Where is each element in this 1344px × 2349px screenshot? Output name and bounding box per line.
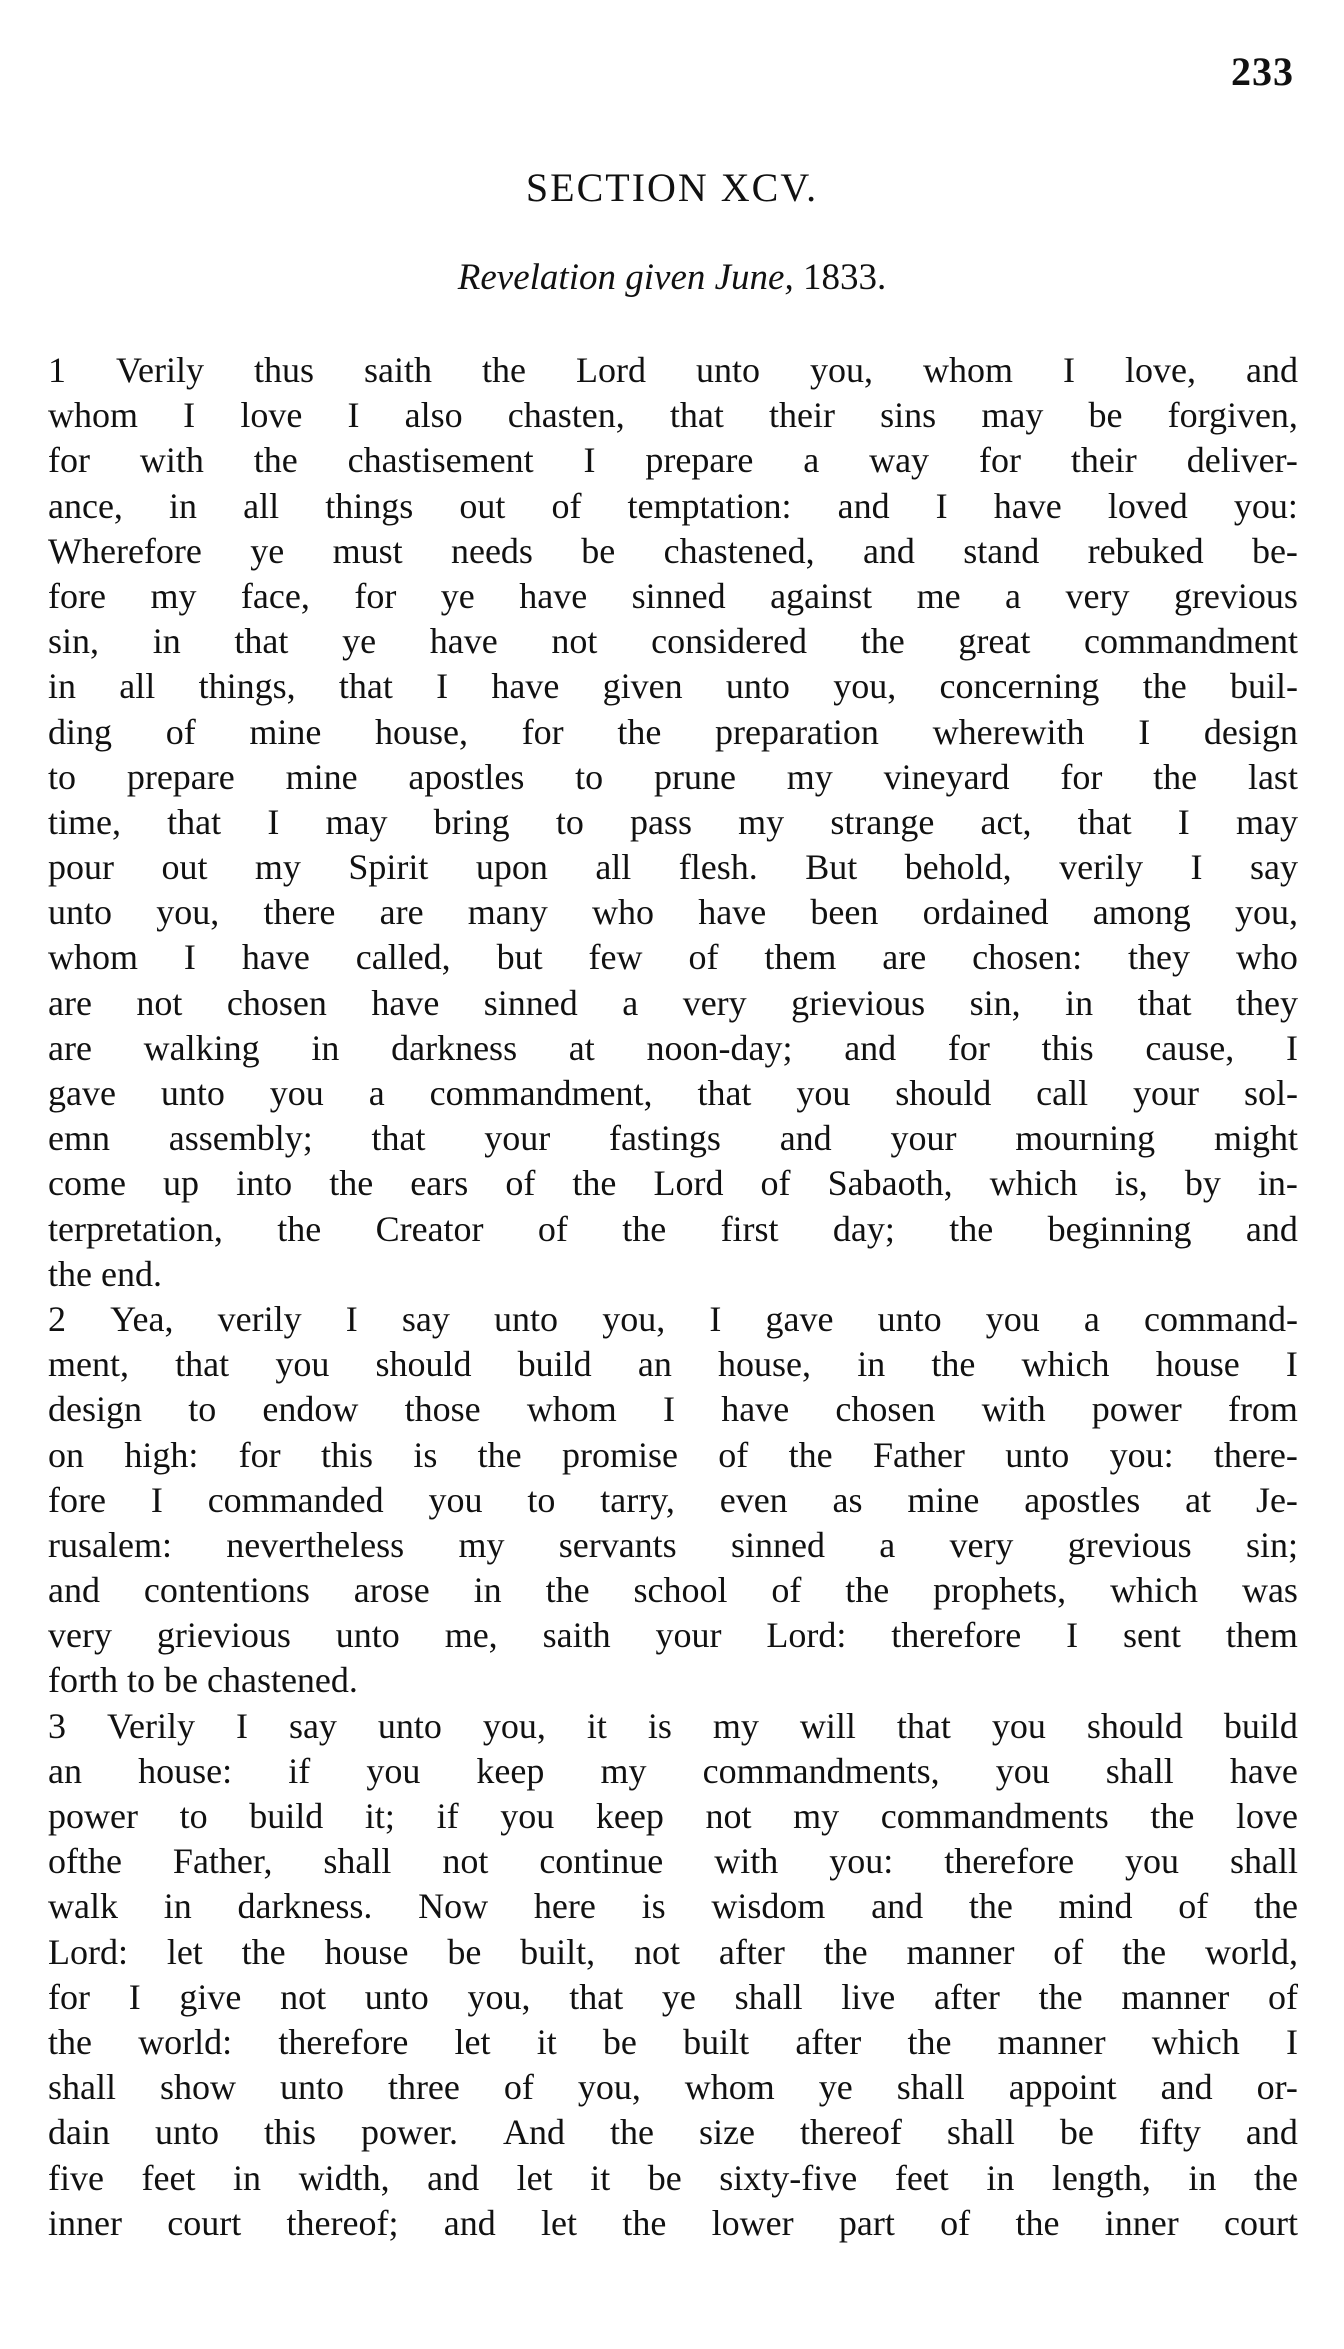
text-line: five feet in width, and let it be sixty-five feet in length, in the <box>48 2157 1298 2198</box>
text-line: for with the chastisement I prepare a way for their deliver- <box>48 440 1298 481</box>
text-line: dain unto this power. And the size thereof shall be fifty and <box>48 2112 1298 2153</box>
text-line: rusalem: nevertheless my servants sinned a very grevious sin; <box>48 1524 1298 1565</box>
text-line: are not chosen have sinned a very grievious sin, in that they <box>48 982 1298 1023</box>
text-line: and contentions arose in the school of the prophets, which was <box>48 1570 1298 1611</box>
text-line: very grievious unto me, saith your Lord: therefore I sent them <box>48 1615 1298 1656</box>
revelation-subtitle <box>0 256 1344 299</box>
text-line: time, that I may bring to pass my strange act, that I may <box>48 801 1298 842</box>
text-line: come up into the ears of the Lord of Sabaoth, which is, by in- <box>48 1163 1298 1204</box>
text-line: fore my face, for ye have sinned against me a very grevious <box>48 575 1298 616</box>
text-line: Lord: let the house be built, not after the manner of the world, <box>48 1931 1298 1972</box>
text-line: fore I commanded you to tarry, even as mine apostles at Je- <box>48 1479 1298 1520</box>
text-line: terpretation, the Creator of the first day; the beginning and <box>48 1208 1298 1249</box>
subtitle-italic: Revelation given June, <box>457 257 794 298</box>
text-line: to prepare mine apostles to prune my vineyard for the last <box>48 756 1298 797</box>
text-line: ofthe Father, shall not continue with you: therefore you shall <box>48 1841 1298 1882</box>
text-line: gave unto you a commandment, that you should call your sol- <box>48 1073 1298 1113</box>
text-line: an house: if you keep my commandments, you shall have <box>48 1750 1298 1791</box>
subtitle-year: 1833. <box>802 257 887 298</box>
text-line: 2 Yea, verily I say unto you, I gave unto you a command- <box>48 1298 1298 1339</box>
text-line: forth to be chastened. <box>48 1660 358 1701</box>
text-line: for I give not unto you, that ye shall live after the manner of <box>48 1976 1298 2017</box>
text-line: 3 Verily I say unto you, it is my will that you should build <box>48 1705 1298 1746</box>
text-line: the world: therefore let it be built after the manner which I <box>48 2021 1298 2062</box>
section-title: SECTION XCV. <box>525 165 819 210</box>
body-text <box>48 348 1298 2246</box>
text-line: ment, that you should build an house, in the which house I <box>48 1344 1298 1385</box>
text-line: ding of mine house, for the preparation wherewith I design <box>48 711 1298 752</box>
text-line: on high: for this is the promise of the Father unto you: there- <box>48 1434 1298 1475</box>
text-line: unto you, there are many who have been ordained among you, <box>48 892 1298 933</box>
text-line: walk in darkness. Now here is wisdom and the mind of the <box>48 1886 1298 1927</box>
text-line: ance, in all things out of temptation: and I have loved you: <box>48 485 1298 526</box>
text-line: shall show unto three of you, whom ye shall appoint and or- <box>48 2067 1298 2108</box>
text-line: sin, in that ye have not considered the great commandment <box>48 621 1298 662</box>
page-number: 233 <box>1231 49 1294 94</box>
text-line: in all things, that I have given unto you, concerning the buil- <box>48 666 1298 707</box>
text-line: emn assembly; that your fastings and your mourning might <box>48 1118 1298 1159</box>
text-line: Wherefore ye must needs be chastened, and stand rebuked be- <box>48 530 1298 571</box>
text-line: are walking in darkness at noon-day; and for this cause, I <box>48 1027 1298 1068</box>
text-line: pour out my Spirit upon all flesh. But behold, verily I say <box>48 847 1298 888</box>
text-line: design to endow those whom I have chosen with power from <box>48 1389 1298 1430</box>
text-line: the end. <box>48 1253 162 1294</box>
text-line: inner court thereof; and let the lower part of the inner court <box>48 2202 1298 2243</box>
text-line: whom I have called, but few of them are chosen: they who <box>48 937 1298 978</box>
text-line: power to build it; if you keep not my commandments the love <box>48 1796 1298 1836</box>
text-line: whom I love I also chasten, that their sins may be forgiven, <box>48 395 1298 436</box>
text-line: 1 Verily thus saith the Lord unto you, whom I love, and <box>48 350 1298 390</box>
